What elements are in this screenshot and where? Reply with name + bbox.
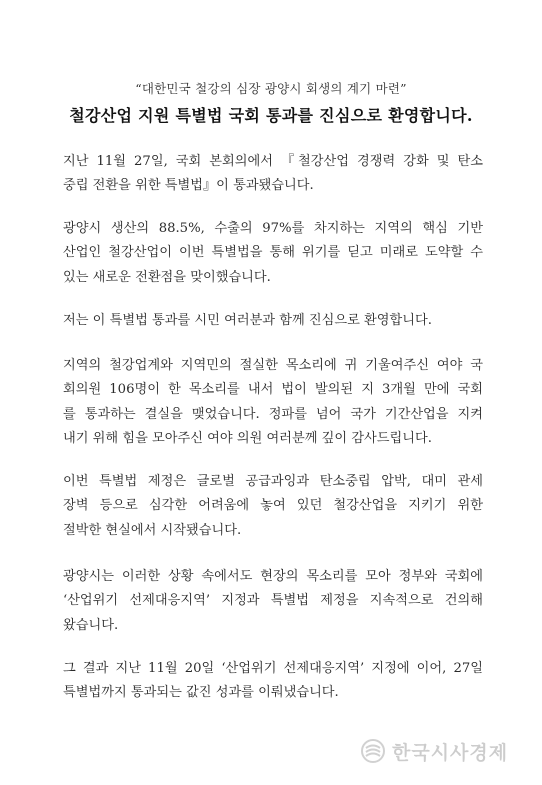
paragraph-line: 절박한 현실에서 시작됐습니다. bbox=[63, 522, 242, 538]
paragraph-6 bbox=[63, 565, 483, 638]
paragraph-line: 산업인 철강산업이 이번 특별법을 통해 위기를 딛고 미래로 도약할 수 bbox=[63, 245, 483, 261]
publisher-logo-icon bbox=[360, 738, 386, 764]
paragraph-1 bbox=[63, 150, 483, 199]
paragraph-line: 이번 특별법 제정은 글로벌 공급과잉과 탄소중립 압박, 대미 관세 bbox=[63, 474, 483, 489]
paragraph-line: 회의원 106명이 한 목소리를 내서 법이 발의된 지 3개월 만에 국회 bbox=[63, 382, 483, 398]
paragraph-line: ‘산업위기 선제대응지역’ 지정과 특별법 제정을 지속적으로 건의해 bbox=[63, 593, 483, 609]
paragraph-line: 그 결과 지난 11월 20일 ‘산업위기 선제대응지역’ 지정에 이어, 27일 bbox=[63, 661, 483, 676]
paragraph-line: 특별법까지 통과되는 값진 성과를 이뤄냈습니다. bbox=[63, 685, 339, 701]
paragraph-line: 장벽 등으로 심각한 어려움에 놓여 있던 철강산업을 지키기 위한 bbox=[63, 498, 483, 514]
paragraph-3 bbox=[63, 309, 483, 333]
paragraph-line: 를 통과하는 결실을 맺었습니다. 정파를 넘어 국가 기간산업을 지켜 bbox=[63, 406, 483, 422]
paragraph-line: 중립 전환을 위한 특별법』이 통과됐습니다. bbox=[63, 178, 314, 194]
paragraph-line: 저는 이 특별법 통과를 시민 여러분과 함께 진심으로 환영합니다. bbox=[63, 313, 432, 328]
paragraph-line: 지난 11월 27일, 국회 본회의에서 『철강산업 경쟁력 강화 및 탄소 bbox=[63, 154, 483, 169]
paragraph-2 bbox=[63, 217, 483, 290]
paragraph-5 bbox=[63, 470, 483, 543]
paragraph-line: 광양시 생산의 88.5%, 수출의 97%를 차지하는 지역의 핵심 기반 bbox=[63, 221, 483, 236]
paragraph-line: 내기 위해 힘을 모아주신 여야 의원 여러분께 깊이 감사드립니다. bbox=[63, 430, 432, 446]
document-title: 철강산업 지원 특별법 국회 통과를 진심으로 환영합니다. bbox=[69, 106, 473, 125]
publisher-watermark bbox=[360, 732, 530, 772]
paragraph-line: 광양시는 이러한 상황 속에서도 현장의 목소리를 모아 정부와 국회에 bbox=[63, 569, 483, 584]
paragraph-4 bbox=[63, 354, 483, 451]
paragraph-line: 왔습니다. bbox=[63, 617, 119, 633]
paragraph-line: 있는 새로운 전환점을 맞이했습니다. bbox=[63, 269, 271, 285]
paragraph-7 bbox=[63, 657, 483, 706]
publisher-watermark-text: 한국시사경제 bbox=[392, 742, 509, 764]
paragraph-line: 지역의 철강업계와 지역민의 절실한 목소리에 귀 기울여주신 여야 국 bbox=[63, 358, 483, 373]
document-subtitle: “대한민국 철강의 심장 광양시 회생의 계기 마련” bbox=[135, 81, 407, 96]
